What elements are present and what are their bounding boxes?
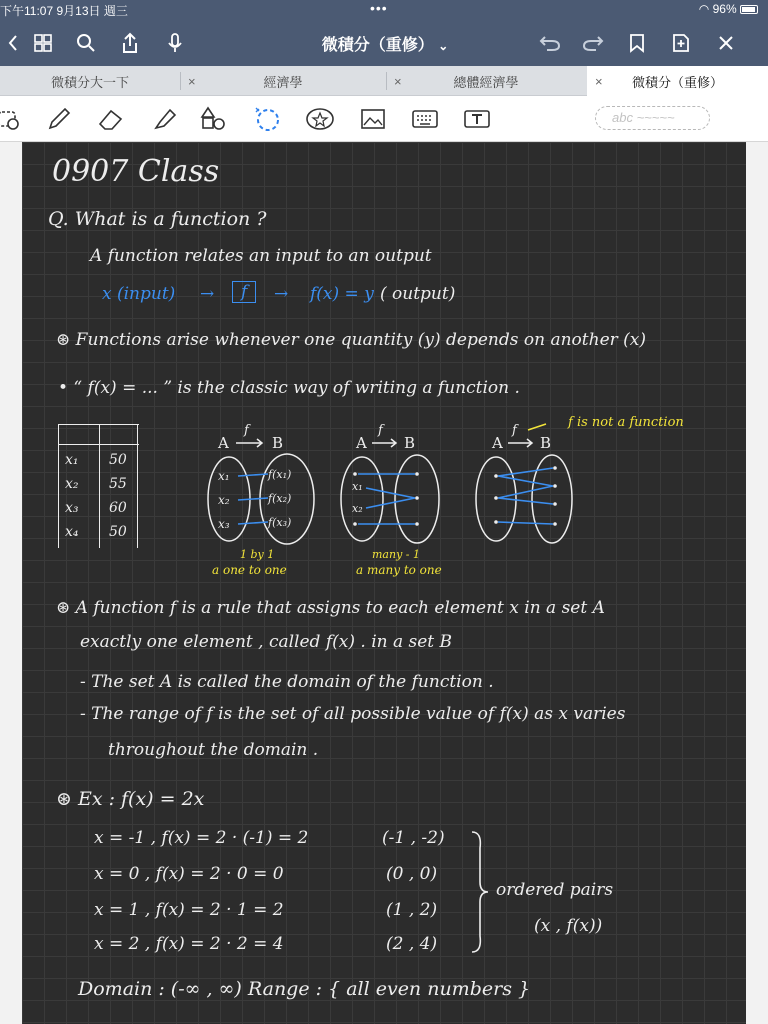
pen-icon[interactable]	[44, 104, 74, 134]
tab-close-icon[interactable]: ×	[188, 73, 196, 89]
tab-bar	[0, 66, 768, 96]
tab-calculus-first-year[interactable]: 微積分大一下	[50, 74, 129, 90]
map3-label-f: f	[512, 423, 517, 438]
map1-caption: a one to one	[212, 563, 287, 577]
example-pair: (2 , 4)	[386, 934, 438, 954]
keyboard-icon[interactable]	[410, 104, 440, 134]
map2-label-f: f	[378, 423, 383, 438]
status-bar	[0, 0, 768, 20]
search-icon[interactable]	[73, 30, 99, 56]
brace	[468, 828, 492, 956]
def-exactly-one: exactly one element , called f(x) . in a set B	[80, 632, 453, 652]
example-heading: ⊛ Ex : f(x) = 2x	[56, 788, 205, 810]
map2-caption: many - 1	[372, 548, 420, 561]
lasso-add-icon[interactable]	[0, 104, 24, 134]
table-cell: x₃	[65, 500, 79, 516]
battery-percent: 96%	[712, 2, 737, 16]
flow-arrow: →	[274, 284, 289, 304]
tab-macroeconomics[interactable]: × 總體經濟學	[394, 73, 519, 90]
map1-left-item: x₃	[218, 517, 230, 531]
map3-label-b: B	[540, 434, 552, 452]
map1-label-f: f	[244, 423, 249, 438]
multitasking-dots[interactable]: •••	[370, 0, 388, 16]
example-pair: (0 , 0)	[386, 864, 438, 884]
drawing-toolbar	[0, 96, 768, 142]
tab-close-icon[interactable]: ×	[394, 73, 402, 89]
example-row: x = 2 , f(x) = 2 · 2 = 4	[94, 934, 284, 954]
map1-left-item: x₁	[218, 469, 230, 483]
example-row: x = 1 , f(x) = 2 · 1 = 2	[94, 900, 284, 920]
undo-icon[interactable]	[537, 30, 563, 56]
microphone-icon[interactable]	[162, 30, 188, 56]
image-icon[interactable]	[358, 104, 388, 134]
eraser-icon[interactable]	[96, 104, 126, 134]
chevron-down-icon: ⌄	[438, 39, 449, 53]
highlighter-icon[interactable]	[150, 104, 180, 134]
text-style-preset[interactable]: abc ~~~~~	[595, 106, 710, 130]
status-time: 下午11:07 9月13日 週三	[0, 4, 128, 18]
redo-icon[interactable]	[580, 30, 606, 56]
status-right	[699, 2, 758, 16]
share-icon[interactable]	[117, 30, 143, 56]
example-row: x = -1 , f(x) = 2 · (-1) = 2	[94, 828, 309, 848]
note-question: Q. What is a function ?	[48, 208, 267, 230]
flow-arrow: →	[200, 284, 215, 304]
table-cell: x₄	[65, 524, 79, 540]
text-tool-icon[interactable]	[462, 104, 492, 134]
def-range: - The range of f is the set of all possible value of f(x) as x varies	[80, 704, 626, 724]
map1-label-a: A	[218, 434, 229, 452]
flow-input: x (input)	[102, 284, 176, 304]
tab-calculus-retake[interactable]: × 微積分（重修）	[587, 66, 768, 96]
table-cell: 55	[109, 476, 127, 492]
table-cell: 60	[109, 500, 127, 516]
wifi-icon: ◠	[698, 2, 710, 16]
close-icon[interactable]	[713, 30, 739, 56]
def-range-cont: throughout the domain .	[108, 740, 319, 760]
map2-label-a: A	[356, 434, 367, 452]
note-heading: 0907 Class	[52, 154, 220, 189]
ordered-pairs-form: (x , f(x))	[534, 916, 603, 936]
tab-economics[interactable]: × 經濟學	[188, 73, 303, 90]
map2-label-b: B	[404, 434, 416, 452]
note-canvas[interactable]	[22, 142, 746, 1024]
note-bullet-classic: • “ f(x) = ... ” is the classic way of writing a function .	[58, 378, 520, 398]
tab-close-icon[interactable]: ×	[595, 73, 603, 89]
flow-output-note: ( output)	[380, 284, 456, 304]
back-chevron-icon[interactable]	[0, 30, 26, 56]
lasso-icon[interactable]	[252, 104, 282, 134]
add-page-icon[interactable]	[668, 30, 694, 56]
shapes-icon[interactable]	[199, 104, 229, 134]
table-cell: x₂	[65, 476, 79, 492]
example-pair: (-1 , -2)	[382, 828, 445, 848]
map1-right-item: f(x₃)	[268, 516, 292, 529]
battery-icon	[740, 5, 758, 14]
map1-right-item: f(x₂)	[268, 492, 292, 505]
mapping-diagrams	[22, 412, 746, 582]
map3-label-a: A	[492, 434, 503, 452]
sticker-icon[interactable]	[305, 104, 335, 134]
flow-function-box: f	[232, 281, 256, 303]
table-cell: 50	[109, 452, 127, 468]
map2-caption: a many to one	[356, 563, 442, 577]
ordered-pairs-label: ordered pairs	[496, 880, 614, 900]
note-bullet-arise: ⊛ Functions arise whenever one quantity (y) depends on another (x)	[56, 330, 647, 350]
notebook-title[interactable]: 微積分（重修） ⌄	[321, 37, 449, 54]
domain-range: Domain : (-∞ , ∞) Range : { all even numbers }	[78, 978, 531, 1000]
nav-bar	[0, 20, 768, 66]
map2-left-item: x₁	[352, 480, 363, 493]
def-domain: - The set A is called the domain of the function .	[80, 672, 494, 692]
example-pair: (1 , 2)	[386, 900, 438, 920]
map1-caption: 1 by 1	[240, 548, 275, 561]
map1-label-b: B	[272, 434, 284, 452]
bookmark-icon[interactable]	[624, 30, 650, 56]
table-cell: 50	[109, 524, 127, 540]
map2-left-item: x₂	[352, 502, 363, 515]
grid-icon[interactable]	[30, 30, 56, 56]
flow-output: f(x) = y	[310, 284, 374, 304]
map3-note: f is not a function	[568, 415, 684, 430]
example-row: x = 0 , f(x) = 2 · 0 = 0	[94, 864, 284, 884]
table-cell: x₁	[65, 452, 79, 468]
map1-right-item: f(x₁)	[268, 468, 292, 481]
map1-left-item: x₂	[218, 493, 230, 507]
def-rule: ⊛ A function f is a rule that assigns to each element x in a set A	[56, 598, 605, 618]
note-answer: A function relates an input to an output	[90, 246, 432, 266]
